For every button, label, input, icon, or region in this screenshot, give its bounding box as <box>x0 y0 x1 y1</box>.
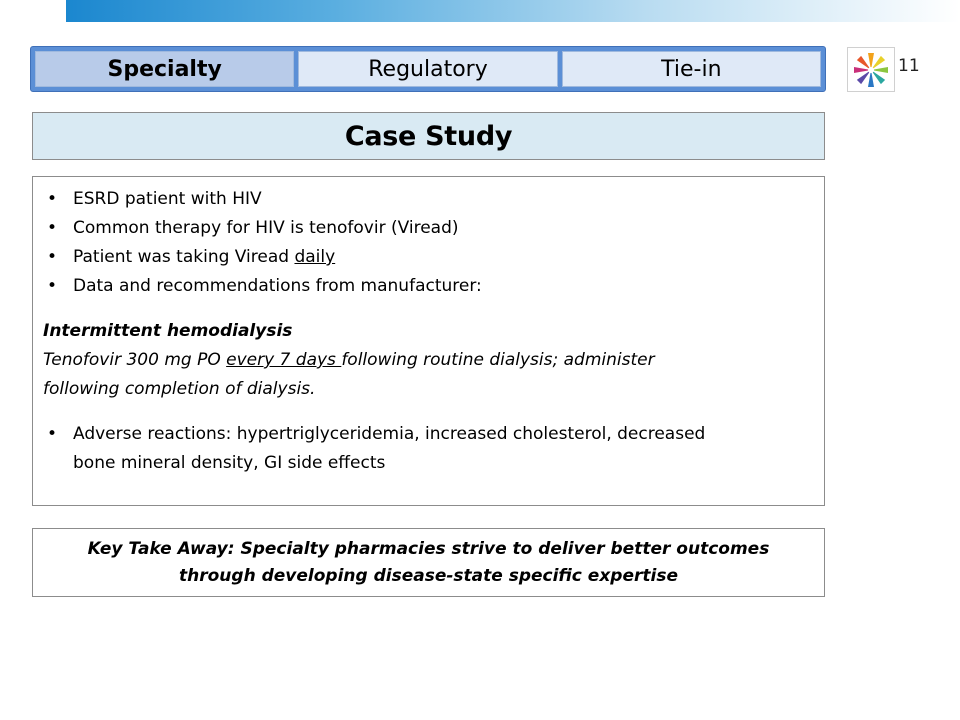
emphasis-daily: daily <box>294 247 336 267</box>
dialysis-line-2: following completion of dialysis. <box>43 379 316 399</box>
case-bullets <box>43 185 814 301</box>
takeaway-line-2: through developing disease-state specific expertise <box>179 565 678 586</box>
bullet-item <box>43 420 814 478</box>
adverse-line-2: bone mineral density, GI side effects <box>73 453 386 473</box>
dialysis-line-1 <box>43 346 814 375</box>
adverse-line-1: Adverse reactions: hypertriglyceridemia, increased cholesterol, decreased <box>73 424 706 444</box>
case-study-content <box>32 176 825 506</box>
pinwheel-logo-icon <box>851 50 891 90</box>
bullet-item <box>43 243 814 272</box>
slide-title: Case Study <box>344 120 513 152</box>
emphasis-every-7-days: every 7 days <box>226 350 342 370</box>
company-logo <box>847 47 895 92</box>
slide-number: 11 <box>898 56 920 76</box>
key-takeaway-box <box>32 528 825 597</box>
takeaway-text <box>88 536 770 590</box>
section-tab-bar <box>30 46 826 92</box>
tab-specialty[interactable]: Specialty <box>35 51 294 87</box>
dialysis-recommendation <box>43 317 814 404</box>
dialysis-heading: Intermittent hemodialysis <box>43 321 293 341</box>
title-banner <box>32 112 825 160</box>
bullet-item: • ESRD patient with HIV <box>43 185 814 214</box>
bullet-item: • Common therapy for HIV is tenofovir (Viread) <box>43 214 814 243</box>
takeaway-line-1: Key Take Away: Specialty pharmacies strive to deliver better outcomes <box>87 538 770 559</box>
dialysis-dose: Tenofovir 300 mg PO <box>43 350 227 370</box>
header-gradient-band <box>66 0 960 22</box>
adverse-bullets <box>43 420 814 478</box>
tab-tie-in[interactable]: Tie-in <box>562 51 821 87</box>
tab-regulatory[interactable]: Regulatory <box>298 51 557 87</box>
bullet-text: Patient was taking Viread <box>73 247 295 267</box>
dialysis-line-1-suffix: following routine dialysis; administer <box>341 350 655 370</box>
spacer <box>43 301 814 317</box>
spacer <box>43 404 814 420</box>
bullet-item: • Data and recommendations from manufacturer: <box>43 272 814 301</box>
